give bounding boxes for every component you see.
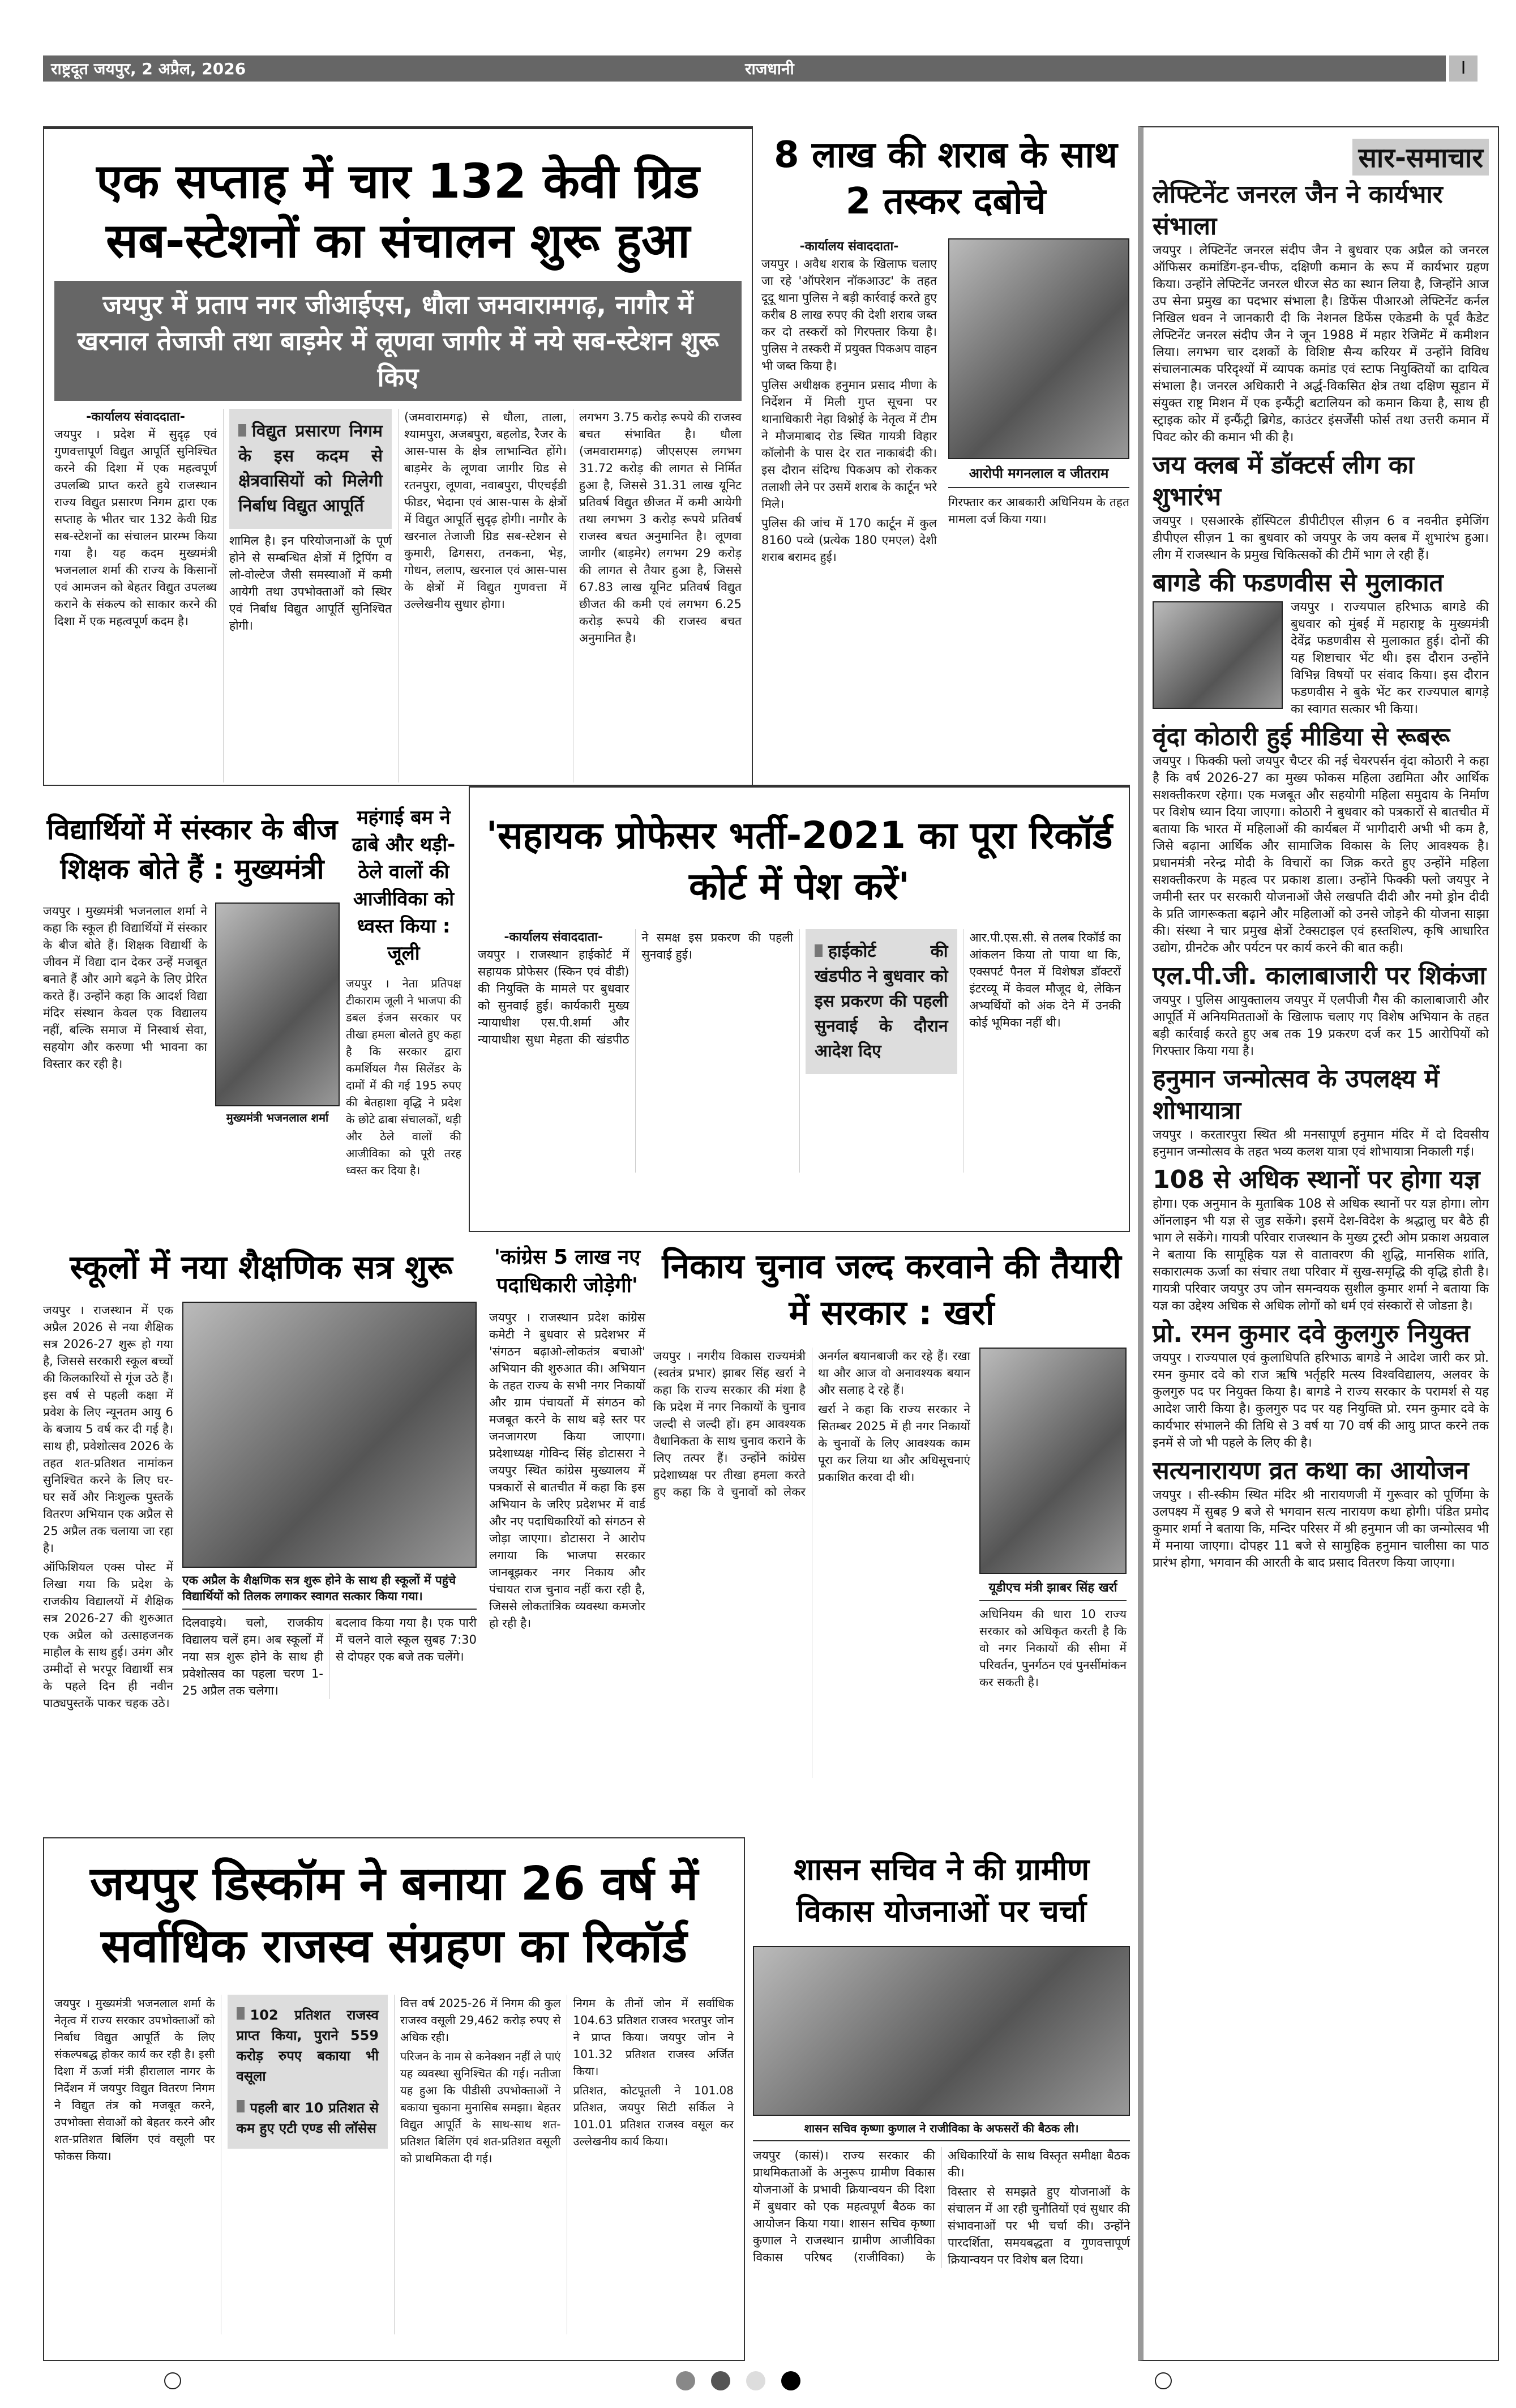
story-discom-revenue: [43, 1837, 745, 2361]
headline: निकाय चुनाव जल्द करवाने की तैयारी में सरकार : खर्रा: [662, 1247, 1121, 1333]
color-registration-marks: [668, 2371, 808, 2393]
bullet-icon: [815, 944, 823, 957]
story-rural-development: [753, 1837, 1130, 2361]
brief-body: जयपुर । करतारपुरा स्थित श्री मनसापूर्ण हनुमान मंदिर में दो दिवसीय हनुमान जन्मोत्सव के तहत भव्य कलश यात्रा एवं शोभायात्रा निकाली गई।: [1153, 1128, 1489, 1159]
paragraph: जयपुर । मुख्यमंत्री भजनलाल शर्मा के नेतृत्व में राज्य सरकार उपभोक्ताओं को निर्बाध विद्युत आपूर्ति के लिए संकल्पबद्ध होकर कार्य कर रही है। इसी दिशा में ऊर्जा मंत्री हीरालाल नागर के निर्देशन में जयपुर विद्युत वितरण निगम ने विद्युत तंत्र को मजबूत करने, उपभोक्ता सेवाओं को बेहतर करने और शत-प्रतिशत बिलिंग एवं वसूली पर फोकस किया।: [54, 1996, 215, 2163]
brief-headline: एल.पी.जी. कालाबाजारी पर शिकंजा: [1153, 961, 1487, 990]
paragraph: विस्तार से समझते हुए योजनाओं के संचालन में आ रही चुनौतियों एवं सुधार की संभावनाओं पर भी चर्चा की। उन्होंने पारदर्शिता, समयबद्धता व गुणवत्तापूर्ण क्रियान्वयन पर विशेष बल दिया।: [948, 2185, 1130, 2266]
page-header: [43, 55, 1446, 82]
crosshair-icon: [1155, 2372, 1172, 2389]
governor-meeting-photo: [1153, 601, 1283, 709]
photo-caption: एक अप्रैल के शैक्षणिक सत्र शुरू होने के साथ ही स्कूलों में पहुंचे विद्यार्थियों को तिलक लगाकर स्वागत सत्कार किया गया।: [182, 1568, 477, 1610]
paragraph: पुलिस की जांच में 170 कार्टून में कुल 8160 पव्वे (प्रत्येक 180 एमएल) देशी शराब बरामद हुई।: [761, 516, 937, 564]
paragraph: जयपुर । राजस्थान प्रदेश कांग्रेस कमेटी ने बुधवार से प्रदेशभर में 'संगठन बढ़ाओ-लोकतंत्र बचाओ' अभियान की शुरुआत की। अभियान के तहत राज्य के सभी नगर निकायों और ग्राम पंचायतों में संगठन को मजबूत करने के साथ बड़े स्तर पर जनजागरण किया जाएगा। प्रदेशाध्यक्ष गोविन्द सिंह डोटासरा ने जयपुर स्थित कांग्रेस मुख्यालय में पत्रकारों से बातचीत में कहा कि इस अभियान के जरिए प्रदेशभर में वार्ड और नए पदाधिकारियों को संगठन से जोड़ा जाएगा। डोटासरा ने आरोप लगाया कि भाजपा सरकार जानबूझकर नगर निकाय और पंचायत राज चुनाव नहीं करा रही है, जिससे लोकतांत्रिक व्यवस्था कमजोर हो रही है।: [489, 1311, 645, 1630]
story-body: [761, 238, 937, 568]
story-assistant-professor: [469, 785, 1130, 1232]
photo-caption: आरोपी मगनलाल व जीतराम: [948, 459, 1129, 488]
paragraph: प्रतिशत, कोटपूतली ने 101.08 प्रतिशत, जयपुर सिटी सर्किल ने 101.01 प्रतिशत राजस्व वसूल कर उल्लेखनीय कार्य किया।: [573, 2084, 734, 2148]
paragraph: जयपुर । राजस्थान हाईकोर्ट में सहायक प्रोफेसर (स्किन एवं वीडी) की नियुक्ति के मामले पर बुधवार को सुनवाई हुई। कार्यकारी मुख्य न्यायाधीश एस.पी.शर्मा और न्यायाधीश सुधा मेहता की खंडपीठ ने समक्ष इस प्रकरण की पहली सुनवाई हुई।: [478, 931, 793, 1046]
accused-photo: [948, 238, 1129, 459]
registration-dot: [746, 2371, 765, 2390]
paragraph: पुलिस अधीक्षक हनुमान प्रसाद मीणा के निर्देशन में मिली गुप्त सूचना पर थानाधिकारी नेहा विश्नोई के नेतृत्व में टीम ने मौजमाबाद रोड स्थित गायत्री विहार कॉलोनी के पास देर रात नाकाबंदी की। इस दौरान संदिग्ध पिकअप को रोककर तलाशी लेने पर उसमें शराब के कार्टून भरे मिले।: [761, 378, 937, 511]
news-brief-sidebar: [1138, 126, 1499, 2361]
story-civic-elections: [653, 1238, 1130, 1830]
brief-headline: जय क्लब में डॉक्टर्स लीग का शुभारंभ: [1153, 451, 1415, 511]
story-school-session: [43, 1238, 479, 1830]
paragraph: ऑफिशियल एक्स पोस्ट में लिखा गया कि प्रदेश के राजकीय विद्यालयों में शैक्षिक सत्र 2026-27 की शुरुआत एक अप्रैल को उत्साहजनक माहौल के साथ हुई। उमंग और उम्मीदों से भरपूर विद्यार्थी सत्र के पहले दिन ही नवीन पाठ्यपुस्तकें पाकर चहक उठे।: [43, 1560, 173, 1710]
subheadline: जयपुर में प्रताप नगर जीआईएस, धौला जमवारामगढ़, नागौर में खरनाल तेजाजी तथा बाड़मेर में लूणवा जागीर में नये सब-स्टेशन शुरू किए: [54, 281, 742, 401]
paragraph: जयपुर । राजस्थान में एक अप्रैल 2026 से नया शैक्षिक सत्र 2026-27 शुरू हो गया है, जिससे सरकारी स्कूल बच्चों की किलकारियों से गूंज उठे हैं। इस वर्ष से पहली कक्षा में प्रवेश के लिए न्यूनतम आयु 6 के बजाय 5 वर्ष कर दी गई है। साथ ही, प्रवेशोत्सव 2026 के तहत शत-प्रतिशत नामांकन सुनिश्चित करने के लिए घर-घर सर्वे और निःशुल्क पुस्तकें वितरण अभियान एक अप्रैल से 25 अप्रैल तक चलाया जा रहा है।: [43, 1303, 173, 1555]
registration-dot: [676, 2371, 695, 2390]
headline: विद्यार्थियों में संस्कार के बीज शिक्षक बोते हैं : मुख्यमंत्री: [46, 813, 338, 886]
highlight-item: पहली बार 10 प्रतिशत से कम हुए एटी एण्ड सी लॉसेस: [236, 2100, 379, 2136]
story-congress: [489, 1238, 645, 1830]
paragraph: शामिल है। इन परियोजनाओं के पूर्ण होने से सम्बन्धित क्षेत्रों में ट्रिपिंग व लो-वोल्टेज जैसी समस्याओं में कमी आयेगी तथा उपभोक्ताओं को स्थिर एवं निर्बाध विद्युत आपूर्ति सुनिश्चित होगी।: [229, 534, 392, 632]
byline: -कार्यालय संवाददाता-: [799, 239, 899, 254]
paragraph: निगम के तीनों जोन में सर्वाधिक 104.63 प्रतिशत राजस्व भरतपुर जोन ने प्राप्त किया। जयपुर जोन ने 101.32 प्रतिशत राजस्व अर्जित किया।: [573, 1996, 734, 2078]
paragraph: अधिनियम की धारा 10 राज्य सरकार को अधिकृत करती है कि वो नगर निकायों की सीमा में परिवर्तन, पुनर्गठन एवं पुनर्सीमांकन कर सकती है।: [979, 1607, 1127, 1689]
dateline: राष्ट्रदूत जयपुर, 2 अप्रैल, 2026: [51, 59, 246, 78]
brief-body: जयपुर । राज्यपाल हरिभाऊ बागडे की बुधवार को मुंबई में महाराष्ट्र के मुख्यमंत्री देवेंद्र फडणवीस से मुलाकात हुई। दोनों की यह शिष्टाचार भेंट थी। इस दौरान उन्होंने विभिन्न विषयों पर संवाद किया। इस दौरान फडणवीस ने बुके भेंट कर राज्यपाल बागड़े का स्वागत सत्कार भी किया।: [1291, 600, 1489, 716]
bullet-icon: [238, 424, 246, 437]
headline: 'कांग्रेस 5 लाख नए पदाधिकारी जोड़ेगी': [494, 1246, 641, 1297]
brief-headline: वृंदा कोठारी हुई मीडिया से रूबरू: [1153, 722, 1450, 751]
brief-headline: सत्यनारायण व्रत कथा का आयोजन: [1153, 1456, 1469, 1485]
brief-body: होगा। एक अनुमान के मुताबिक 108 से अधिक स्थानों पर यज्ञ होगा। लोग ऑनलाइन भी यज्ञ से जुड सकेंगे। इसमें देश-विदेश के श्रद्धालु घर बैठे ही भाग ले सकेंगे। गायत्री परिवार राजस्थान के मुख्य ट्रस्टी ओम प्रकाश अग्रवाल ने बताया कि सामूहिक यज्ञ से वातावरण की शुद्धि, मानसिक शांति, सकारात्मक ऊर्जा का संचार तथा परिवार में सुख-समृद्धि की वृद्धि होती है। गायत्री परिवार जयपुर उप जोन समन्वयक सुशील कुमार शर्मा ने बताया कि यज्ञ का उद्देश्य अधिक से अधिक लोगों को धर्म एवं संस्कारों से जोडऩा है।: [1153, 1197, 1489, 1313]
highlight-box: [228, 1995, 388, 2149]
page-number: I: [1449, 55, 1478, 82]
registration-dot: [781, 2371, 800, 2390]
headline: 'सहायक प्रोफेसर भर्ती-2021 का पूरा रिकॉर्ड कोर्ट में पेश करें': [486, 814, 1113, 908]
registration-dot: [711, 2371, 730, 2390]
story-liquor-smugglers: [761, 126, 1130, 786]
pull-quote: [229, 409, 392, 529]
paragraph: लगभग 3.75 करोड़ रूपये की राजस्व बचत संभावित है। धौला (जमवारामगढ़) जीएसएस लगभग 31.72 करोड़ की लागत से निर्मित हुआ है, जिससे 31.31 लाख यूनिट प्रतिवर्ष विद्युत छीजत में कमी आयेगी तथा लगभग 3 करोड़ रूपये प्रतिवर्ष राजस्व बचत अनुमानित है। लूणवा जागीर (बाड़मेर) लगभग 29 करोड़ की लागत से तैयार हुआ है, जिससे 67.83 लाख यूनिट प्रतिवर्ष विद्युत छीजत की कमी एवं लगभग 6.25 करोड़ रूपये की राजस्व बचत अनुमानित है।: [579, 410, 742, 645]
headline: शासन सचिव ने की ग्रामीण विकास योजनाओं पर चर्चा: [793, 1851, 1090, 1929]
paragraph: जयपुर । प्रदेश में सुदृढ़ एवं गुणवत्तापूर्ण विद्युत आपूर्ति सुनिश्चित करने की दिशा में एक महत्वपूर्ण उपलब्धि प्राप्त करते हुये राजस्थान राज्य विद्युत प्रसारण निगम द्वारा एक सप्ताह के भीतर चार 132 केवी ग्रिड सब-स्टेशनों का संचालन प्रारम्भ किया गया है। यह कदम मुख्यमंत्री भजनलाल शर्मा की राज्य के किसानों एवं आमजन को बेहतर विद्युत उपलब्ध कराने के संकल्प को साकार करने की दिशा में एक महत्वपूर्ण कदम है।: [54, 427, 217, 628]
bullet-icon: [237, 2007, 245, 2020]
paragraph: जयपुर । मुख्यमंत्री भजनलाल शर्मा ने कहा कि स्कूल ही विद्यार्थियों में संस्कार के बीज बोते हैं। शिक्षक विद्यार्थी के जीवन में विद्या दान देकर उन्हें मजबूत बनाते हैं और आगे बढ़ने के लिए प्रेरित करते हैं। उन्होंने कहा कि आदर्श विद्या मंदिर संस्थान केवल एक विद्यालय नहीं, बल्कि समाज में निस्वार्थ सेवा, सहयोग और करुणा भी भावना का विस्तार कर रही है।: [43, 904, 207, 1071]
headline: एक सप्ताह में चार 132 केवी ग्रिड सब-स्टेशनों का संचालन शुरू हुआ: [96, 153, 700, 268]
chief-minister-photo: [215, 903, 340, 1106]
photo-caption: मुख्यमंत्री भजनलाल शर्मा: [226, 1111, 329, 1124]
brief-headline: बागडे की फडणवीस से मुलाकात: [1153, 568, 1444, 597]
section-name: राजधानी: [745, 59, 794, 78]
story-sanskar: [43, 793, 341, 1231]
paragraph: परिजन के नाम से कनेक्शन नहीं ले पाएं यह व्यवस्था सुनिश्चित की गई। नतीजा यह हुआ कि पीडीसी उपभोक्ताओं ने बकाया चुकाना मुनासिब समझा। बेहतर विद्युत आपूर्ति के साथ-साथ शत-प्रतिशत बिलिंग एवं शत-प्रतिशत वसूली को प्राथमिकता दी गई।: [400, 2050, 561, 2165]
story-inflation: [346, 793, 461, 1231]
headline: जयपुर डिस्कॉम ने बनाया 26 वर्ष में सर्वाधिक राजस्व संग्रहण का रिकॉर्ड: [89, 1857, 699, 1973]
photo-caption: शासन सचिव कृष्णा कुणाल ने राजीविका के अफसरों की बैठक ली।: [753, 2116, 1130, 2141]
paragraph: जयपुर । नगरीय विकास राज्यमंत्री (स्वतंत्र प्रभार) झाबर सिंह खर्रा ने कहा कि राज्य सरकार की मंशा है कि प्रदेश में नगर निकायों के चुनाव जल्दी से जल्दी हों। हम आवश्यक वैधानिकता के साथ चुनाव कराने के लिए तत्पर हैं। उन्होंने कांग्रेस प्रदेशाध्यक्ष पर तीखा हमला करते हुए कहा कि वे चुनावों को लेकर अनर्गल बयानबाजी कर रहे हैं। रखा था और आज वो अनावश्यक बयान और सलाह दे रहे हैं।: [653, 1349, 970, 1499]
paragraph: दिलवाइये। चलो, राजकीय विद्यालय चलें हम। अब स्कूलों में नया सत्र शुरू होने के साथ ही प्रवेशोत्सव का पहला चरण 1-25 अप्रैल तक चलेगा।: [182, 1615, 323, 1697]
headline: स्कूलों में नया शैक्षणिक सत्र शुरू: [70, 1248, 453, 1286]
paragraph: जयपुर (कासं)। राज्य सरकार की प्राथमिकताओं के अनुरूप ग्रामीण विकास योजनाओं के प्रभावी क्रियान्वयन की दिशा में बुधवार को एक महत्वपूर्ण बैठक का आयोजन किया गया। शासन सचिव कृष्णा कुणाल ने राजस्थान ग्रामीण आजीविका विकास परिषद (राजीविका) के अधिकारियों के साथ विस्तृत समीक्षा बैठक की।: [753, 2149, 1130, 2264]
sidebar-title: सार-समाचार: [1352, 139, 1489, 176]
pull-quote-text: हाईकोर्ट की खंडपीठ ने बुधवार को इस प्रकरण की पहली सुनवाई के दौरान आदेश दिए: [815, 942, 948, 1061]
brief-headline: लेफ्टिनेंट जनरल जैन ने कार्यभार संभाला: [1153, 180, 1443, 241]
photo-caption: यूडीएच मंत्री झाबर सिंह खर्रा: [979, 1574, 1127, 1601]
story-grid-substations: [43, 126, 753, 786]
byline: -कार्यालय संवाददाता-: [504, 930, 603, 944]
paragraph: गिरफ्तार कर आबकारी अधिनियम के तहत मामला दर्ज किया गया।: [948, 495, 1129, 526]
paragraph: (जमवारामगढ़) से धौला, ताला, श्यामपुरा, अजबपुरा, बहलोड, रैजर के आस-पास के क्षेत्र लाभान्वित होंगे। बाड़मेर के लूणवा जागीर ग्रिड से रतनपुरा, लूणवा, नवाबपुरा, पीएचईडी फीडर, भेदाना एवं आस-पास के क्षेत्रों में विद्युत आपूर्ति सुदृढ़ होगी। नागौर के खरनाल तेजाजी ग्रिड सब-स्टेशन से कुमारी, ढिगसरा, तनकना, भेड़, गोधन, ललाप, खरनाल एवं आस-पास के क्षेत्रों में विद्युत गुणवत्ता में उल्लेखनीय सुधार होगा।: [404, 410, 567, 611]
story-body: [54, 409, 742, 782]
paragraph: जयपुर । नेता प्रतिपक्ष टीकाराम जूली ने भाजपा की डबल इंजन सरकार पर तीखा हमला बोलते हुए कहा है कि सरकार द्वारा कमर्शियल गैस सिलेंडर के दामों में की गई 195 रुपए की बेतहाशा वृद्धि ने प्रदेश के छोटे ढाबा संचालकों, थड़ी और ठेले वालों की आजीविका को पूरी तरह ध्वस्त कर दिया है।: [346, 977, 461, 1177]
brief-body: जयपुर । फिक्की फ्लो जयपुर चैप्टर की नई चेयरपर्सन वृंदा कोठारी ने कहा है कि वर्ष 2026-27 का मुख्य फोकस महिला उद्यमिता और आर्थिक सशक्तीकरण रहेगा। एक मजबूत और सहयोगी महिला समुदाय के निर्माण पर विशेष ध्यान दिया जाएगा। कोठारी ने बुधवार को पत्रकारों से बातचीत में बताया कि भारत में महिलाओं की कार्यबल में भागीदारी अभी भी कम है, जिसे बढ़ाना आर्थिक और सामाजिक विकास के लिए आवश्यक है। प्रधानमंत्री नरेन्द्र मोदी के विचारों का जिक्र करते हुए उन्होंने महिला सशक्तीकरण के महत्व पर प्रकाश डाला। उन्होंने फिक्की फ्लो जयपुर ने जमीनी स्तर पर सरकारी योजनाओं जैसे लखपति दीदी और नमो ड्रोन दीदी के प्रति जागरूकता बढ़ाने और महिलाओं को उनसे जोड़ने की योजना साझा की। संस्था ने चार प्रमुख क्षेत्रों टेक्सटाइल एवं हस्तशिल्प, कृषि आधारित उद्योग, ग्रीनटेक और पर्यटन पर कार्य करने की बात कही।: [1153, 754, 1489, 955]
headline: 8 लाख की शराब के साथ 2 तस्कर दबोचे: [774, 134, 1117, 223]
brief-body: जयपुर । राज्यपाल एवं कुलाधिपति हरिभाऊ बागडे ने आदेश जारी कर प्रो. रमन कुमार दवे को राज ऋषि भर्तृहरि मत्स्य विश्वविद्यालय, अलवर के कुलगुरु पद पर नियुक्त किया है। बागडे ने राज्य सरकार के परामर्श से यह आदेश जारी किया है। कुलगुरु पद पर यह नियुक्ति प्रो. रमन कुमार दवे के कार्यभार संभालने की तिथि से 3 वर्ष या 70 वर्ष की आयु प्राप्त करने तक इनमें से जो भी पहले के लिए की है।: [1153, 1351, 1489, 1450]
pull-quote: [806, 929, 957, 1074]
brief-body: जयपुर । सी-स्कीम स्थित मंदिर श्री नारायणजी में गुरूवार को पूर्णिमा के उलपक्ष्य में सुबह 9 बजे से भगवान सत्य नारायण कथा होगी। पंडित प्रमोद कुमार शर्मा ने बताया कि, मन्दिर परिसर में श्री हनुमान जी का जन्मोत्सव भी में मनाया जाएगा। दोपहर 11 बजे से सामुहिक हनुमान चालीसा का पाठ प्रारंभ होगा, भगवान की आरती के बाद प्रसाद वितरण किया जाएगा।: [1153, 1488, 1489, 1570]
paragraph: खर्रा ने कहा कि राज्य सरकार ने सितम्बर 2025 में ही नगर निकायों के चुनावों के लिए आवश्यक काम पूरा कर लिया था और अधिसूचनाएं प्रकाशित करवा दी थी।: [818, 1402, 970, 1484]
paragraph: आर.पी.एस.सी. से तलब रिकॉर्ड का आंकलन किया तो पाया था कि, एक्सपर्ट पैनल में विशेषज्ञ डॉक्टरों इंटरव्यू में केवल मौजूद थे, लेकिन अभ्यर्थियों को अंक देने में उनकी कोई भूमिका नहीं थी।: [969, 931, 1121, 1029]
bullet-icon: [237, 2100, 245, 2112]
brief-body: जयपुर । पुलिस आयुक्तालय जयपुर में एलपीजी गैस की कालाबाजारी और आपूर्ति में अनियमितताओं के खिलाफ चलाए गए विशेष अभियान के तहत बड़ी कार्रवाई करते हुए अब तक 19 प्रकरण दर्ज कर 15 आरोपियों को गिरफ्तार किया गया है।: [1153, 993, 1489, 1058]
paragraph: बदलाव किया गया है। एक पारी में चलने वाले स्कूल सुबह 7:30 से दोपहर एक बजे तक चलेंगे।: [336, 1615, 477, 1663]
headline: महंगाई बम ने ढाबे और थड़ी-ठेले वालों की आजीविका को ध्वस्त किया : जूली: [352, 806, 456, 965]
paragraph: वित्त वर्ष 2025-26 में निगम की कुल राजस्व वसूली 29,462 करोड़ रुपए से अधिक रही।: [400, 1996, 561, 2044]
pull-quote-text: विद्युत प्रसारण निगम के इस कदम से क्षेत्रवासियों को मिलेगी निर्बाध विद्युत आपूर्ति: [238, 421, 383, 516]
highlight-item: 102 प्रतिशत राजस्व प्राप्त किया, पुराने 559 करोड़ रुपए बकाया भी वसूला: [236, 2007, 379, 2084]
byline: -कार्यालय संवाददाता-: [86, 410, 185, 424]
crosshair-icon: [164, 2372, 181, 2389]
brief-headline: प्रो. रमन कुमार दवे कुलगुरु नियुक्त: [1153, 1319, 1470, 1348]
brief-body: जयपुर । लेफ्टिनेंट जनरल संदीप जैन ने बुधवार एक अप्रैल को जनरल ऑफिसर कमांडिंग-इन-चीफ, दक्षिणी कमान के रूप में कार्यभार ग्रहण किया। उन्होंने लेफ्टिनेंट जनरल धीरज सेठ का स्थान लिया है, जिन्होंने आज उप सेना प्रमुख का पदभार संभाला है। डिफेंस पीआरओ लेफ्टिनेंट कर्नल निखिल धवन ने जानकारी दी कि नेशनल डिफेंस एकेडमी के पूर्व कैडेट लेफ्टिनेंट जनरल संदीप जैन ने जून 1988 में महार रेजिमेंट में कमीशन लिया। लगभग चार दशकों के विशिष्ट सैन्य करियर में उन्होंने विविध संचालनात्मक परिदृश्यों में व्यापक कमांड एवं स्टाफ नियुक्तियों का दायित्व संभाला है। जनरल अधिकारी ने अर्द्ध-विकसित क्षेत्र तथा दक्षिण सूडान में संयुक्त राष्ट्र मिशन में एक इन्फैंट्री बटालियन को कमान किया है, साथ ही स्ट्राइक कोर में इन्फैंट्री ब्रिगेड, काउंटर इंसर्जेंसी फोर्स तथा उत्तरी कमान में पिवट कोर की कमान भी की है।: [1153, 243, 1489, 444]
brief-headline: 108 से अधिक स्थानों पर होगा यज्ञ: [1153, 1165, 1480, 1194]
meeting-photo: [753, 1946, 1130, 2116]
paragraph: जयपुर । अवैध शराब के खिलाफ चलाए जा रहे 'ऑपरेशन नॉकआउट' के तहत दूदू थाना पुलिस ने बड़ी कार्रवाई करते हुए करीब 8 लाख रुपए की देशी शराब जब्त कर दो तस्करों को गिरफ्तार किया है। पुलिस ने तस्करी में प्रयुक्त पिकअप वाहन भी जब्त किया है।: [761, 257, 937, 373]
minister-photo: [979, 1348, 1127, 1574]
brief-headline: हनुमान जन्मोत्सव के उपलक्ष्य में शोभायात्रा: [1153, 1064, 1440, 1125]
students-tilak-photo: [182, 1302, 477, 1568]
brief-body: जयपुर । एसआरके हॉस्पिटल डीपीटीएल सीज़न 6 व नवनीत इमेजिंग डीपीएल सीज़न 1 का बुधवार को जयपुर के जय क्लब में शुभारंभ हुआ। लीग में राजस्थान के प्रमुख चिकित्सकों की टीमें भाग ले रही हैं।: [1153, 514, 1489, 562]
